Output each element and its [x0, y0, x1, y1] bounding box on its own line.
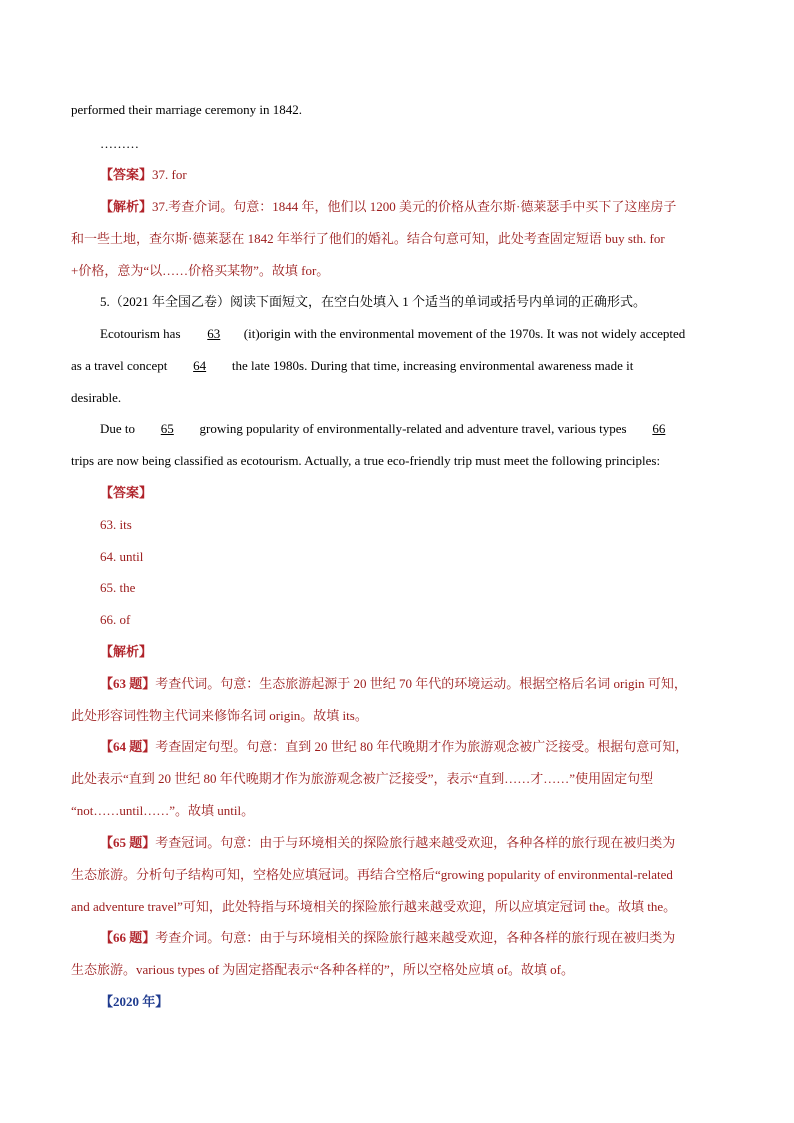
explanation-37-line3: +价格，意为“以……价格买某物”。故填 for。	[71, 263, 330, 278]
answer-37	[100, 166, 187, 184]
explanation-65-line3: and adventure travel”可知，此处特指与环境相关的探险旅行越来越受欢迎，所以应填定冠词 the。故填 the。	[71, 899, 677, 914]
explanation-66-line1	[100, 929, 675, 947]
passage-line4	[100, 420, 688, 438]
passage-text: growing popularity of environmentally-related and adventure travel, various types	[196, 421, 630, 436]
explanation-text: 考查固定句型。句意：直到 20 世纪 80 年代晚期才作为旅游观念被广泛接受。根据句意可知，	[155, 739, 689, 754]
explanation-37-line1	[100, 198, 676, 216]
explanation-text: 考查介词。句意：由于与环境相关的探险旅行越来越受欢迎，各种各样的旅行现在被归类为	[155, 930, 676, 945]
blank-66: 66	[652, 421, 666, 436]
passage-line5: trips are now being classified as ecotourism. Actually, a true eco-friendly trip must meet the following principles:	[71, 453, 661, 468]
answer-66: 66. of	[100, 612, 131, 627]
passage-line3: desirable.	[71, 390, 122, 405]
explanation-66-line2: 生态旅游。various types of 为固定搭配表示“各种各样的”，所以空格处应填 of。故填 of。	[71, 962, 574, 977]
text-line: performed their marriage ceremony in 1842.	[71, 102, 303, 117]
passage-text: Ecotourism has	[100, 326, 184, 341]
question-5-title: 5.（2021 年全国乙卷）阅读下面短文，在空白处填入 1 个适当的单词或括号内单词的正确形式。	[100, 294, 647, 309]
passage-line2	[71, 357, 633, 375]
explanation-65-tag: 【65 题】	[100, 835, 156, 850]
ellipsis-line: ………	[100, 136, 139, 151]
explanation-64-tag: 【64 题】	[100, 739, 156, 754]
blank-63: 63	[207, 326, 221, 341]
answer-63: 63. its	[100, 517, 132, 532]
answer-tag: 【答案】	[100, 485, 153, 500]
explanation-65-line2: 生态旅游。分析句子结构可知，空格处应填冠词。再结合空格后“growing popularity of environmental-related	[71, 867, 673, 882]
explanation-37-line2: 和一些土地，查尔斯·德莱瑟在 1842 年举行了他们的婚礼。结合句意可知，此处考查固定短语 buy sth. for	[71, 231, 665, 246]
passage-text: (it)origin with the environmental movement of the 1970s. It was not widely accepted	[243, 326, 686, 341]
explanation-63-tag: 【63 题】	[100, 676, 156, 691]
explanation-tag: 【解析】	[100, 644, 153, 659]
explanation-tag: 【解析】	[100, 199, 153, 214]
explanation-text: 37.考查介词。句意：1844 年，他们以 1200 美元的价格从查尔斯·德莱瑟手中买下了这座房子	[152, 199, 677, 214]
passage-text: the late 1980s. During that time, increasing environmental awareness made it	[228, 358, 634, 373]
explanation-text: 考查冠词。句意：由于与环境相关的探险旅行越来越受欢迎，各种各样的旅行现在被归类为	[155, 835, 676, 850]
passage-text: Due to	[100, 421, 139, 436]
explanation-66-tag: 【66 题】	[100, 930, 156, 945]
explanation-text: 考查代词。句意：生态旅游起源于 20 世纪 70 年代的环境运动。根据空格后名词 origin 可知，	[155, 676, 687, 691]
passage-text: as a travel concept	[71, 358, 171, 373]
blank-64: 64	[193, 358, 207, 373]
answer-64: 64. until	[100, 549, 144, 564]
explanation-65-line1	[100, 834, 675, 852]
year-heading: 【2020 年】	[100, 994, 169, 1009]
explanation-64-line3: “not……until……”。故填 until。	[71, 803, 255, 818]
answer-tag: 【答案】	[100, 167, 153, 182]
passage-line1	[100, 325, 685, 343]
explanation-64-line2: 此处表示“直到 20 世纪 80 年代晚期才作为旅游观念被广泛接受”，表示“直到……才……”使用固定句型	[71, 771, 654, 786]
explanation-63-line2: 此处形容词性物主代词来修饰名词 origin。故填 its。	[71, 708, 368, 723]
answer-65: 65. the	[100, 580, 136, 595]
explanation-63-line1	[100, 675, 687, 693]
blank-65: 65	[160, 421, 174, 436]
answer-text: 37. for	[152, 167, 187, 182]
explanation-64-line1	[100, 738, 688, 756]
